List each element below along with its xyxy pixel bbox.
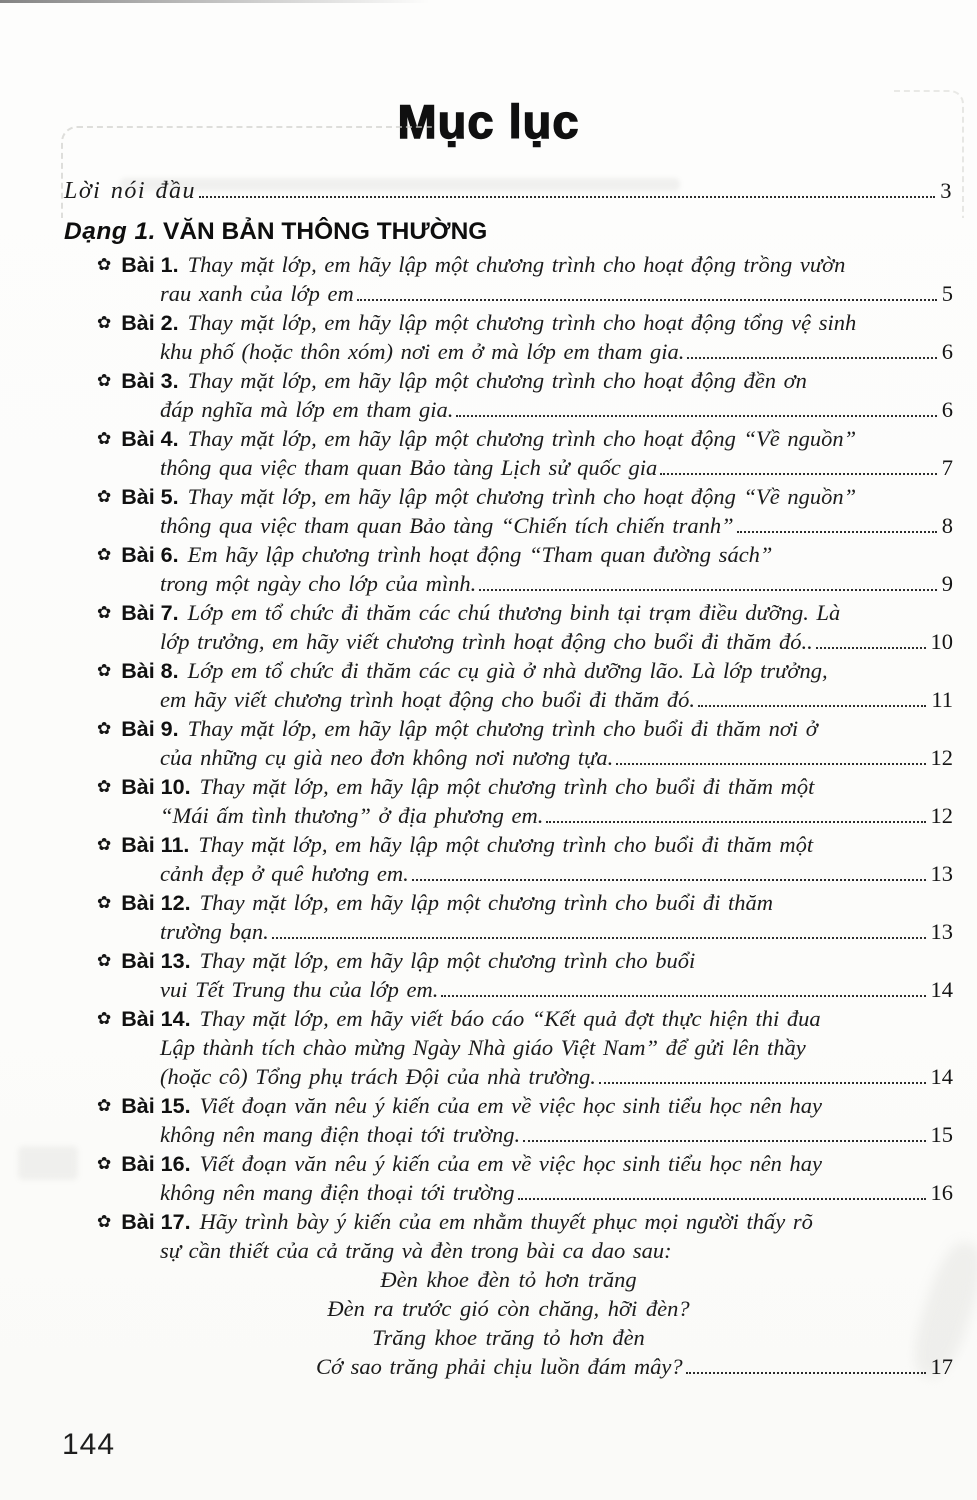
page-number: 3 (940, 178, 953, 203)
entry-text: thông qua việc tham quan Bảo tàng “Chiến tích chiến tranh” (160, 513, 734, 538)
dot-leader (412, 879, 926, 881)
toc-entry (64, 1149, 953, 1207)
entry-label: Bài 14. (121, 1007, 191, 1031)
table-of-contents (64, 175, 953, 1381)
entry-text: thông qua việc tham quan Bảo tàng Lịch sử quốc gia (160, 455, 658, 480)
page-number: 8 (941, 513, 953, 538)
entry-label: Bài 12. (121, 891, 191, 915)
entry-text: “Mái ấm tình thương” ở địa phương em. (160, 803, 544, 828)
entry-label: Bài 3. (121, 369, 179, 393)
toc-entry (64, 772, 953, 830)
entry-text: (hoặc cô) Tổng phụ trách Đội của nhà trường. (160, 1064, 596, 1089)
entry-text: vui Tết Trung thu của lớp em. (160, 977, 439, 1002)
entry-text: sự cần thiết của cả trăng và đèn trong bài ca dao sau: (160, 1238, 672, 1263)
entry-label: Bài 7. (121, 601, 179, 625)
entry-text: lớp trưởng, em hãy viết chương trình hoạt động cho buổi đi thăm đó.. (160, 629, 813, 654)
entry-text: Thay mặt lớp, em hãy lập một chương trình cho hoạt động tổng vệ sinh (187, 310, 857, 335)
toc-entry (64, 482, 953, 540)
flower-bullet-icon: ✿ (97, 1009, 112, 1029)
entry-text: đáp nghĩa mà lớp em tham gia. (160, 397, 454, 422)
poem-line (64, 1294, 953, 1323)
page-number: 9 (941, 571, 953, 596)
entry-label: Bài 5. (121, 485, 179, 509)
entry-line (64, 1178, 953, 1207)
flower-bullet-icon: ✿ (97, 545, 112, 565)
dot-leader (479, 589, 936, 591)
entry-text: Viết đoạn văn nêu ý kiến của em về việc học sinh tiểu học nên hay (199, 1151, 823, 1176)
entry-label: Bài 8. (121, 659, 179, 683)
flower-bullet-icon: ✿ (97, 1154, 112, 1174)
page-number: 7 (941, 455, 953, 480)
footer-page-number: 144 (62, 1428, 116, 1461)
poem-text: Cớ sao trăng phải chịu luồn đám mây? (316, 1354, 683, 1379)
toc-entry (64, 250, 953, 308)
toc-entry (64, 598, 953, 656)
entry-text: rau xanh của lớp em (160, 281, 354, 306)
entry-label: Bài 15. (121, 1094, 191, 1118)
entry-line (64, 250, 953, 279)
poem-line (64, 1265, 953, 1294)
entry-text: Lớp em tổ chức đi thăm các chú thương binh tại trạm điều dưỡng. Là (187, 600, 841, 625)
toc-entry (64, 714, 953, 772)
flower-bullet-icon: ✿ (97, 719, 112, 739)
entry-text: cảnh đẹp ở quê hương em. (160, 861, 409, 886)
toc-entry (64, 830, 953, 888)
flower-bullet-icon: ✿ (97, 603, 112, 623)
entry-line (64, 1236, 953, 1265)
toc-entry (64, 1207, 953, 1381)
entry-line (64, 482, 953, 511)
dot-leader (687, 357, 936, 359)
dot-leader (456, 415, 936, 417)
entry-text: Thay mặt lớp, em hãy lập một chương trình cho buổi đi thăm một (199, 774, 815, 799)
flower-bullet-icon: ✿ (97, 661, 112, 681)
entry-text: Thay mặt lớp, em hãy lập một chương trình cho buổi đi thăm một (198, 832, 814, 857)
entry-line (64, 453, 953, 482)
entry-label: Bài 17. (121, 1210, 191, 1234)
page-number: 5 (941, 281, 953, 306)
entry-text: Thay mặt lớp, em hãy lập một chương trình cho hoạt động đền ơn (187, 368, 807, 393)
flower-bullet-icon: ✿ (97, 429, 112, 449)
entry-line (64, 627, 953, 656)
flower-bullet-icon: ✿ (97, 1096, 112, 1116)
page-number: 13 (930, 919, 953, 944)
entry-text: khu phố (hoặc thôn xóm) nơi em ở mà lớp em tham gia. (160, 339, 685, 364)
entry-line (64, 830, 953, 859)
toc-entry (64, 946, 953, 1004)
entry-line (64, 714, 953, 743)
entry-line (64, 1062, 953, 1091)
flower-bullet-icon: ✿ (97, 951, 112, 971)
entry-label: Bài 16. (121, 1152, 191, 1176)
entry-line (64, 424, 953, 453)
entry-text: Viết đoạn văn nêu ý kiến của em về việc học sinh tiểu học nên hay (199, 1093, 823, 1118)
toc-entries (64, 250, 953, 1381)
page-number: 17 (930, 1354, 953, 1379)
entry-line (64, 1004, 953, 1033)
entry-line (64, 308, 953, 337)
entry-label: Bài 2. (121, 311, 179, 335)
page-number: 13 (930, 861, 953, 886)
toc-entry (64, 308, 953, 366)
entry-line (64, 946, 953, 975)
entry-line (64, 1120, 953, 1149)
dot-leader (660, 473, 937, 475)
poem-text: Đèn khoe đèn tỏ hơn trăng (380, 1267, 637, 1292)
page-number: 15 (930, 1122, 953, 1147)
toc-entry (64, 1004, 953, 1091)
entry-text: Hãy trình bày ý kiến của em nhằm thuyết phục mọi người thấy rõ (199, 1209, 813, 1234)
dot-leader (272, 937, 926, 939)
toc-entry (64, 656, 953, 714)
entry-line (64, 685, 953, 714)
section-prefix: Dạng 1. (64, 218, 156, 245)
entry-label: Bài 6. (121, 543, 179, 567)
poem-last-line (64, 1352, 953, 1381)
entry-text: trường bạn. (160, 919, 269, 944)
entry-line (64, 656, 953, 685)
entry-line (64, 395, 953, 424)
entry-line (64, 337, 953, 366)
dot-leader (599, 1082, 926, 1084)
dot-leader (686, 1372, 926, 1374)
entry-line (64, 598, 953, 627)
entry-line (64, 1033, 953, 1062)
entry-text: Thay mặt lớp, em hãy lập một chương trình cho hoạt động “Về nguồn” (187, 484, 857, 509)
dot-leader (698, 705, 926, 707)
toc-entry (64, 366, 953, 424)
entry-text: Thay mặt lớp, em hãy lập một chương trình cho hoạt động “Về nguồn” (187, 426, 857, 451)
page-number: 12 (930, 803, 953, 828)
entry-label: Bài 4. (121, 427, 179, 451)
dot-leader (546, 821, 925, 823)
page-number: 14 (930, 1064, 953, 1089)
entry-line (64, 1149, 953, 1178)
page-number: 14 (930, 977, 953, 1002)
entry-text: Thay mặt lớp, em hãy viết báo cáo “Kết quả đợt thực hiện thi đua (199, 1006, 821, 1031)
entry-label: Bài 9. (121, 717, 179, 741)
dot-leader (441, 995, 925, 997)
entry-text: Thay mặt lớp, em hãy lập một chương trình cho hoạt động trồng vườn (187, 252, 846, 277)
entry-label: Bài 11. (121, 833, 190, 857)
flower-bullet-icon: ✿ (97, 1212, 112, 1232)
page-number: 12 (930, 745, 953, 770)
dot-leader (518, 1198, 926, 1200)
page-title: Mục lục (397, 95, 580, 148)
entry-text: trong một ngày cho lớp của mình. (160, 571, 477, 596)
entry-line (64, 511, 953, 540)
flower-bullet-icon: ✿ (97, 255, 112, 275)
flower-bullet-icon: ✿ (97, 835, 112, 855)
entry-line (64, 917, 953, 946)
entry-line (64, 540, 953, 569)
section-title: VĂN BẢN THÔNG THƯỜNG (163, 218, 488, 245)
entry-label: Bài 13. (121, 949, 191, 973)
entry-text: Lớp em tổ chức đi thăm các cụ già ở nhà dưỡng lão. Là lớp trưởng, (187, 658, 828, 683)
entry-line (64, 888, 953, 917)
dot-leader (616, 763, 925, 765)
page-number: 10 (930, 629, 953, 654)
dot-leader (737, 531, 937, 533)
entry-line (64, 569, 953, 598)
section-heading (64, 215, 953, 249)
entry-line (64, 801, 953, 830)
entry-line (64, 1207, 953, 1236)
entry-text: không nên mang điện thoại tới trường (160, 1180, 515, 1205)
page-number: 11 (931, 687, 953, 712)
dot-leader (523, 1140, 925, 1142)
poem-text: Trăng khoe trăng tỏ hơn đèn (372, 1325, 645, 1350)
toc-entry (64, 424, 953, 482)
entry-text: không nên mang điện thoại tới trường. (160, 1122, 521, 1147)
entry-text: của những cụ già neo đơn không nơi nương tựa. (160, 745, 614, 770)
toc-entry (64, 540, 953, 598)
dot-leader (357, 299, 937, 301)
entry-text: Thay mặt lớp, em hãy lập một chương trình cho buổi đi thăm (199, 890, 773, 915)
page-number: 6 (941, 397, 953, 422)
page-number: 6 (941, 339, 953, 364)
dot-leader (816, 647, 926, 649)
poem-text: Đèn ra trước gió còn chăng, hỡi đèn? (327, 1296, 690, 1321)
preface-row (64, 175, 953, 207)
dot-leader (199, 196, 935, 198)
toc-entry (64, 888, 953, 946)
entry-text: Em hãy lập chương trình hoạt động “Tham quan đường sách” (187, 542, 773, 567)
poem-line (64, 1323, 953, 1352)
flower-bullet-icon: ✿ (97, 313, 112, 333)
page-number: 16 (930, 1180, 953, 1205)
entry-label: Bài 10. (121, 775, 191, 799)
preface-label: Lời nói đầu (64, 178, 196, 204)
entry-text: Thay mặt lớp, em hãy lập một chương trình cho buổi (199, 948, 696, 973)
flower-bullet-icon: ✿ (97, 487, 112, 507)
entry-line (64, 772, 953, 801)
entry-line (64, 859, 953, 888)
flower-bullet-icon: ✿ (97, 371, 112, 391)
flower-bullet-icon: ✿ (97, 777, 112, 797)
entry-text: Thay mặt lớp, em hãy lập một chương trình cho buổi đi thăm nơi ở (187, 716, 818, 741)
toc-entry (64, 1091, 953, 1149)
entry-line (64, 279, 953, 308)
flower-bullet-icon: ✿ (97, 893, 112, 913)
entry-line (64, 743, 953, 772)
entry-label: Bài 1. (121, 253, 179, 277)
entry-text: Lập thành tích chào mừng Ngày Nhà giáo Việt Nam” để gửi lên thầy (160, 1035, 806, 1060)
entry-line (64, 366, 953, 395)
entry-line (64, 1091, 953, 1120)
entry-line (64, 975, 953, 1004)
entry-text: em hãy viết chương trình hoạt động cho buổi đi thăm đó. (160, 687, 695, 712)
